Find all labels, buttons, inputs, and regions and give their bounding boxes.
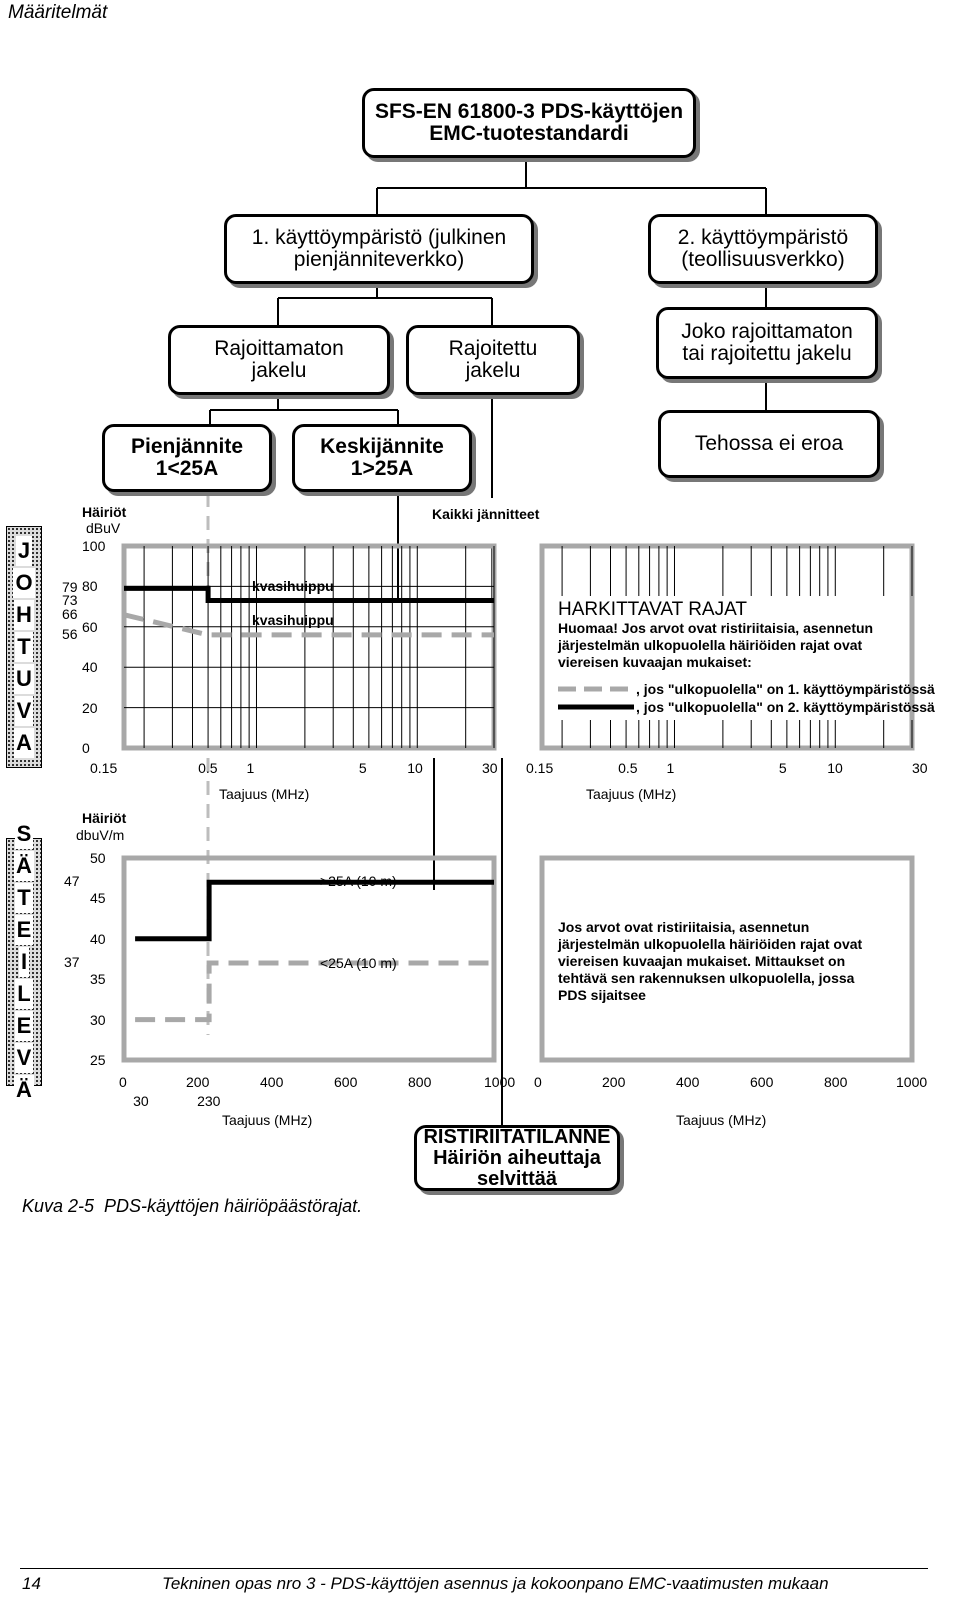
radiated-yunit: dbuV/m [76,827,125,843]
conducted-x-tick: 30 [482,760,498,776]
radiated-y-tick: 25 [90,1052,106,1068]
conducted-x-tick: 0.5 [198,760,218,776]
medium-voltage-box: Keskijännite 1>25A [292,424,472,492]
all-voltages-label: Kaikki jännitteet [432,506,540,522]
footer-rule [20,1568,928,1569]
radiated-lower-label: <25A (10 m) [320,955,397,971]
right-bottom-note: Jos arvot ovat ristiriitaisia, asennetun järjestelmän ulkopuolella häiriöiden rajat ovat viereisen kuvaajan mukaiset. Mittaukset on tehtävä sen rakennuksen ulkopuolella, jossa PDS sijaitsee [558,919,863,1003]
radiated-y-mark: 47 [64,873,80,890]
side-letter: I [19,947,29,977]
side-letter: S [15,819,34,849]
either-distribution-box: Joko rajoittamaton tai rajoitettu jakelu [656,307,878,379]
conducted-x-tick: 10 [407,760,423,776]
quasi-peak-upper-label: kvasihuippu [252,578,334,594]
radiated-x-tick: 400 [260,1074,284,1090]
radiated-ylabel: Häiriöt [82,810,127,826]
right-top-x-tick: 30 [912,760,928,776]
side-letter: T [15,883,32,913]
considered-limits-title: HARKITTAVAT RAJAT [558,599,747,620]
radiated-x-tick: 800 [408,1074,432,1090]
section-title: Määritelmät [8,2,108,23]
side-letter: E [15,915,34,945]
figure-caption: Kuva 2-5 PDS-käyttöjen häiriöpäästörajat. [22,1196,363,1216]
page-number: 14 [22,1574,41,1593]
radiated-frame [124,858,494,1060]
side-letter: O [13,568,34,598]
right-bottom-x-tick: 800 [824,1074,848,1090]
conducted-y-mark: 79 [62,579,78,596]
radiated-x-tick: 0 [119,1074,127,1090]
radiated-y-tick: 45 [90,890,106,907]
right-bottom-x-tick: 400 [676,1074,700,1090]
standard-box: SFS-EN 61800-3 PDS-käyttöjen EMC-tuotestandardi [362,88,696,158]
restricted-distribution-box: Rajoitettu jakelu [406,325,580,395]
environment-2-box: 2. käyttöympäristö (teollisuusverkko) [648,214,878,284]
radiated-upper-label: >25A (10 m) [320,873,397,889]
conducted-y-tick: 60 [82,618,98,635]
radiated-y-tick: 50 [90,850,106,866]
right-bottom-x-tick: 0 [534,1074,542,1090]
environment-1-box: 1. käyttöympäristö (julkinen pienjänniteverkko) [224,214,534,284]
radiated-x-tick: 600 [334,1074,358,1090]
conducted-x-tick: 5 [358,760,367,776]
side-letter: J [16,536,32,566]
right-top-x-tick: 0.5 [618,760,638,776]
unrestricted-distribution-box: Rajoittamaton jakelu [168,325,390,395]
right-bottom-x-tick: 600 [750,1074,774,1090]
radiated-y-mark: 37 [64,954,80,971]
side-letter: A [14,728,34,758]
side-letter: U [14,664,34,694]
right-bottom-x-tick: 200 [602,1074,626,1090]
right-top-x-tick: 0.15 [526,760,554,776]
radiated-y-tick: 35 [90,971,106,988]
right-bottom-xlabel: Taajuus (MHz) [676,1112,767,1128]
conducted-side-label [6,526,42,768]
considered-limits-note: Huomaa! Jos arvot ovat ristiriitaisia, asennetun järjestelmän ulkopuolella häiriöiden rajat ovat viereisen kuvaajan mukaiset: [558,620,874,670]
radiated-side-label [6,821,42,1102]
right-top-x-tick: 5 [778,760,787,776]
radiated-dashed-limit [135,963,494,1020]
conducted-y-tick: 0 [82,740,90,756]
side-letter: Ä [14,851,34,881]
radiated-y-tick: 30 [90,1011,106,1028]
side-letter: T [15,632,32,662]
side-letter: V [15,696,34,726]
conducted-y-mark: 56 [62,625,78,642]
side-letter: V [15,1043,34,1073]
conducted-xlabel: Taajuus (MHz) [219,786,310,802]
quasi-peak-lower-label: kvasihuippu [252,612,334,628]
radiated-x-tick: 200 [186,1074,210,1090]
conducted-y-tick: 80 [82,578,98,595]
side-letter: E [15,1011,34,1041]
right-top-x-tick: 10 [827,760,843,776]
right-bottom-x-tick: 1000 [896,1074,928,1090]
footer-text: Tekninen opas nro 3 - PDS-käyttöjen asennus ja kokoonpano EMC-vaatimusten mukaan [162,1574,829,1593]
right-top-x-tick: 1 [666,760,675,776]
radiated-x-extra-tick: 230 [197,1093,221,1109]
radiated-x-tick: 1000 [484,1074,516,1090]
conducted-y-mark: 66 [62,605,78,622]
legend-dashed-text: , jos "ulkopuolella" on 1. käyttöympäristössä [636,681,935,697]
conducted-x-tick: 0.15 [90,760,118,776]
conducted-yunit: dBuV [86,520,121,536]
conducted-frame [124,546,494,748]
conflict-box: RISTIRIITATILANNE Häiriön aiheuttaja selvittää [414,1125,620,1191]
low-voltage-box: Pienjännite 1<25A [102,424,272,492]
conducted-y-tick: 20 [82,699,98,716]
radiated-x-extra-tick: 30 [133,1093,149,1109]
side-letter: Ä [14,1075,34,1105]
conducted-y-tick: 100 [82,538,106,554]
right-top-xlabel: Taajuus (MHz) [586,786,677,802]
side-letter: H [14,600,34,630]
conducted-x-tick: 1 [246,760,255,776]
radiated-y-tick: 40 [90,930,106,947]
legend-solid-text: , jos "ulkopuolella" on 2. käyttöympäristössä [636,699,935,715]
radiated-solid-limit [135,882,494,939]
conducted-y-tick: 40 [82,659,98,676]
radiated-xlabel: Taajuus (MHz) [222,1112,313,1128]
conducted-ylabel: Häiriöt [82,504,127,520]
no-difference-box: Tehossa ei eroa [658,410,880,478]
conducted-y-mark: 73 [62,591,78,608]
side-letter: L [15,979,32,1009]
